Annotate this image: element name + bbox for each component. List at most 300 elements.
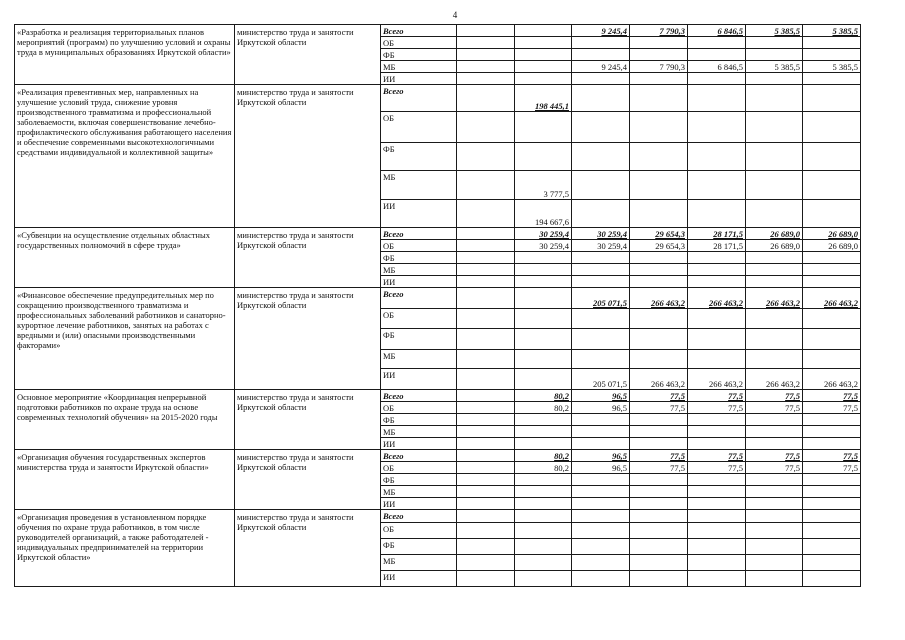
amount-cell: 30 259,4 — [572, 228, 630, 240]
amount-cell — [746, 309, 803, 329]
amount-cell — [515, 264, 572, 276]
amount-cell — [630, 474, 688, 486]
amount-cell — [746, 539, 803, 555]
amount-cell: 77,5 — [803, 450, 861, 462]
amount-cell — [803, 426, 861, 438]
amount-cell: 30 259,4 — [572, 240, 630, 252]
amount-cell — [746, 85, 803, 112]
table-row — [15, 450, 861, 462]
amount-cell — [457, 498, 515, 510]
amount-cell — [572, 571, 630, 587]
amount-cell — [457, 462, 515, 474]
amount-cell — [803, 143, 861, 171]
funding-source: ФБ — [381, 143, 457, 171]
amount-cell — [630, 329, 688, 350]
funding-source: ИИ — [381, 498, 457, 510]
amount-cell: 77,5 — [803, 462, 861, 474]
amount-cell — [457, 390, 515, 402]
funding-source: ОБ — [381, 309, 457, 329]
amount-cell: 28 171,5 — [688, 240, 746, 252]
amount-cell — [457, 240, 515, 252]
funding-source: ФБ — [381, 252, 457, 264]
amount-cell — [457, 426, 515, 438]
amount-cell — [515, 539, 572, 555]
table-row — [15, 85, 861, 112]
responsible-executor: министерство труда и занятости Иркутской области — [235, 288, 381, 390]
amount-cell: 194 667,6 — [515, 200, 572, 228]
amount-cell — [688, 171, 746, 200]
amount-cell: 96,5 — [572, 402, 630, 414]
amount-cell — [515, 143, 572, 171]
amount-cell — [803, 85, 861, 112]
funding-source: ИИ — [381, 200, 457, 228]
funding-source: Всего — [381, 390, 457, 402]
amount-cell — [688, 523, 746, 539]
measure-description: «Реализация превентивных мер, направленных на улучшение условий труда, снижение уровня производственного травматизма и профессиональной заболеваемости, включая совершенствование лечебно-профилактического обслуживания работающего населения и обеспечение современными высокотехнологичными средствами индивидуальной и коллективной защиты» — [15, 85, 235, 228]
amount-cell — [803, 276, 861, 288]
amount-cell: 80,2 — [515, 450, 572, 462]
amount-cell — [746, 252, 803, 264]
amount-cell — [515, 25, 572, 37]
amount-cell — [803, 73, 861, 85]
amount-cell — [688, 539, 746, 555]
amount-cell — [688, 426, 746, 438]
amount-cell — [688, 309, 746, 329]
amount-cell — [746, 73, 803, 85]
amount-cell: 80,2 — [515, 462, 572, 474]
amount-cell — [630, 555, 688, 571]
amount-cell — [457, 61, 515, 73]
amount-cell: 5 385,5 — [803, 61, 861, 73]
amount-cell — [630, 350, 688, 369]
funding-source: ФБ — [381, 329, 457, 350]
funding-source: ИИ — [381, 73, 457, 85]
amount-cell — [515, 414, 572, 426]
funding-source: МБ — [381, 264, 457, 276]
amount-cell — [572, 276, 630, 288]
amount-cell — [803, 264, 861, 276]
amount-cell — [515, 252, 572, 264]
amount-cell: 266 463,2 — [746, 288, 803, 309]
amount-cell — [688, 414, 746, 426]
amount-cell: 30 259,4 — [515, 228, 572, 240]
funding-source: ИИ — [381, 438, 457, 450]
amount-cell — [572, 200, 630, 228]
amount-cell — [630, 73, 688, 85]
amount-cell — [746, 523, 803, 539]
amount-cell: 77,5 — [688, 402, 746, 414]
measure-description: «Субвенции на осуществление отдельных областных государственных полномочий в сфере труда» — [15, 228, 235, 288]
funding-source: ОБ — [381, 37, 457, 49]
amount-cell — [457, 25, 515, 37]
amount-cell — [457, 228, 515, 240]
amount-cell — [457, 414, 515, 426]
amount-cell — [803, 486, 861, 498]
amount-cell — [746, 112, 803, 143]
amount-cell — [630, 426, 688, 438]
funding-source: ФБ — [381, 474, 457, 486]
amount-cell: 77,5 — [630, 462, 688, 474]
amount-cell — [515, 73, 572, 85]
amount-cell — [803, 571, 861, 587]
funding-source: Всего — [381, 450, 457, 462]
amount-cell — [746, 329, 803, 350]
amount-cell — [630, 523, 688, 539]
amount-cell — [457, 200, 515, 228]
funding-source: Всего — [381, 228, 457, 240]
amount-cell — [457, 329, 515, 350]
amount-cell: 7 790,3 — [630, 61, 688, 73]
amount-cell — [457, 49, 515, 61]
amount-cell — [803, 252, 861, 264]
amount-cell — [746, 438, 803, 450]
amount-cell — [572, 474, 630, 486]
amount-cell — [572, 171, 630, 200]
amount-cell — [572, 426, 630, 438]
amount-cell — [630, 264, 688, 276]
amount-cell — [457, 288, 515, 309]
amount-cell — [746, 276, 803, 288]
amount-cell: 198 445,1 — [515, 85, 572, 112]
table-row — [15, 510, 861, 523]
amount-cell — [457, 450, 515, 462]
amount-cell — [457, 510, 515, 523]
amount-cell — [688, 264, 746, 276]
table-row — [15, 288, 861, 309]
amount-cell — [630, 171, 688, 200]
funding-source: ОБ — [381, 523, 457, 539]
measure-description: «Организация проведения в установленном порядке обучения по охране труда работников, в том числе руководителей организаций, а также работодателей - индивидуальных предпринимателей на территории Иркутской области» — [15, 510, 235, 587]
amount-cell — [572, 329, 630, 350]
amount-cell — [572, 37, 630, 49]
amount-cell: 26 689,0 — [746, 228, 803, 240]
amount-cell — [803, 49, 861, 61]
amount-cell: 77,5 — [803, 402, 861, 414]
amount-cell — [803, 171, 861, 200]
amount-cell — [515, 288, 572, 309]
amount-cell — [457, 37, 515, 49]
amount-cell — [803, 414, 861, 426]
amount-cell — [803, 329, 861, 350]
responsible-executor: министерство труда и занятости Иркутской области — [235, 85, 381, 228]
amount-cell: 266 463,2 — [746, 369, 803, 390]
amount-cell: 77,5 — [803, 390, 861, 402]
amount-cell: 28 171,5 — [688, 228, 746, 240]
amount-cell — [515, 369, 572, 390]
amount-cell — [746, 350, 803, 369]
amount-cell: 205 071,5 — [572, 288, 630, 309]
funding-source: ИИ — [381, 369, 457, 390]
funding-source: ОБ — [381, 462, 457, 474]
funding-source: ИИ — [381, 276, 457, 288]
amount-cell: 9 245,4 — [572, 61, 630, 73]
amount-cell: 29 654,3 — [630, 228, 688, 240]
funding-source: ФБ — [381, 539, 457, 555]
amount-cell: 29 654,3 — [630, 240, 688, 252]
amount-cell — [515, 523, 572, 539]
amount-cell — [515, 49, 572, 61]
amount-cell — [630, 571, 688, 587]
amount-cell — [515, 474, 572, 486]
amount-cell — [572, 539, 630, 555]
measure-description: «Финансовое обеспечение предупредительных мер по сокращению производственного травматизма и профессиональных заболеваний работников и санаторно-курортное лечение работников, занятых на работах с вредными и (или) опасными производственными факторами» — [15, 288, 235, 390]
amount-cell — [457, 474, 515, 486]
funding-source: Всего — [381, 510, 457, 523]
amount-cell — [803, 539, 861, 555]
amount-cell — [688, 510, 746, 523]
amount-cell — [630, 37, 688, 49]
amount-cell — [688, 438, 746, 450]
amount-cell: 26 689,0 — [803, 240, 861, 252]
amount-cell — [688, 571, 746, 587]
amount-cell — [803, 474, 861, 486]
amount-cell — [803, 350, 861, 369]
amount-cell — [572, 510, 630, 523]
amount-cell — [572, 350, 630, 369]
amount-cell — [746, 498, 803, 510]
amount-cell: 96,5 — [572, 462, 630, 474]
amount-cell — [688, 498, 746, 510]
amount-cell — [803, 200, 861, 228]
amount-cell — [746, 571, 803, 587]
amount-cell: 5 385,5 — [746, 25, 803, 37]
amount-cell — [630, 276, 688, 288]
amount-cell — [457, 555, 515, 571]
table-body — [15, 25, 861, 587]
amount-cell — [803, 112, 861, 143]
amount-cell — [630, 486, 688, 498]
amount-cell — [457, 252, 515, 264]
funding-source: ОБ — [381, 402, 457, 414]
amount-cell — [457, 571, 515, 587]
amount-cell — [688, 200, 746, 228]
funding-source: МБ — [381, 426, 457, 438]
amount-cell — [688, 49, 746, 61]
amount-cell: 77,5 — [630, 402, 688, 414]
amount-cell: 77,5 — [746, 450, 803, 462]
amount-cell — [457, 523, 515, 539]
amount-cell — [572, 414, 630, 426]
amount-cell: 26 689,0 — [746, 240, 803, 252]
amount-cell — [803, 438, 861, 450]
amount-cell — [630, 143, 688, 171]
amount-cell — [457, 264, 515, 276]
amount-cell: 266 463,2 — [688, 369, 746, 390]
amount-cell — [746, 200, 803, 228]
amount-cell — [688, 555, 746, 571]
amount-cell — [803, 555, 861, 571]
responsible-executor: министерство труда и занятости Иркутской области — [235, 228, 381, 288]
amount-cell — [630, 85, 688, 112]
table-row — [15, 228, 861, 240]
amount-cell — [803, 309, 861, 329]
amount-cell: 77,5 — [688, 450, 746, 462]
funding-source: Всего — [381, 25, 457, 37]
table-row — [15, 390, 861, 402]
amount-cell — [746, 49, 803, 61]
amount-cell — [515, 112, 572, 143]
responsible-executor: министерство труда и занятости Иркутской области — [235, 390, 381, 450]
amount-cell: 5 385,5 — [746, 61, 803, 73]
funding-source: ОБ — [381, 240, 457, 252]
page-number: 4 — [452, 10, 458, 20]
amount-cell — [457, 402, 515, 414]
amount-cell: 77,5 — [746, 462, 803, 474]
amount-cell: 266 463,2 — [688, 288, 746, 309]
amount-cell: 6 846,5 — [688, 61, 746, 73]
funding-source: ИИ — [381, 571, 457, 587]
funding-source: Всего — [381, 85, 457, 112]
amount-cell: 30 259,4 — [515, 240, 572, 252]
amount-cell — [572, 498, 630, 510]
amount-cell — [457, 539, 515, 555]
amount-cell: 96,5 — [572, 450, 630, 462]
responsible-executor: министерство труда и занятости Иркутской области — [235, 450, 381, 510]
amount-cell — [803, 37, 861, 49]
amount-cell — [572, 143, 630, 171]
amount-cell: 266 463,2 — [803, 288, 861, 309]
funding-source: ФБ — [381, 49, 457, 61]
amount-cell — [457, 309, 515, 329]
amount-cell — [515, 555, 572, 571]
budget-table — [14, 24, 861, 587]
amount-cell — [515, 276, 572, 288]
amount-cell: 3 777,5 — [515, 171, 572, 200]
amount-cell — [746, 426, 803, 438]
amount-cell — [572, 309, 630, 329]
amount-cell — [746, 37, 803, 49]
amount-cell — [630, 112, 688, 143]
amount-cell — [457, 369, 515, 390]
amount-cell — [803, 498, 861, 510]
amount-cell: 80,2 — [515, 390, 572, 402]
amount-cell — [515, 329, 572, 350]
amount-cell — [688, 143, 746, 171]
amount-cell — [688, 112, 746, 143]
amount-cell — [572, 486, 630, 498]
amount-cell — [572, 112, 630, 143]
amount-cell — [572, 555, 630, 571]
amount-cell: 5 385,5 — [803, 25, 861, 37]
amount-cell: 26 689,0 — [803, 228, 861, 240]
amount-cell: 9 245,4 — [572, 25, 630, 37]
amount-cell — [515, 426, 572, 438]
amount-cell — [515, 438, 572, 450]
amount-cell — [515, 510, 572, 523]
amount-cell — [515, 61, 572, 73]
amount-cell — [688, 37, 746, 49]
measure-description: «Разработка и реализация территориальных планов мероприятий (программ) по улучшению условий и охраны труда в муниципальных образованиях Иркутской области» — [15, 25, 235, 85]
amount-cell — [457, 112, 515, 143]
amount-cell: 77,5 — [688, 390, 746, 402]
amount-cell: 80,2 — [515, 402, 572, 414]
amount-cell: 77,5 — [630, 450, 688, 462]
measure-description: Основное мероприятие «Координация непрерывной подготовки работников по охране труда на основе современных технологий обучения» на 2015-2020 годы — [15, 390, 235, 450]
amount-cell: 77,5 — [746, 402, 803, 414]
amount-cell — [630, 49, 688, 61]
amount-cell: 266 463,2 — [803, 369, 861, 390]
amount-cell — [515, 571, 572, 587]
amount-cell — [515, 486, 572, 498]
amount-cell — [746, 510, 803, 523]
amount-cell — [688, 329, 746, 350]
amount-cell — [746, 264, 803, 276]
amount-cell: 77,5 — [746, 390, 803, 402]
amount-cell — [572, 49, 630, 61]
amount-cell — [572, 73, 630, 85]
amount-cell: 96,5 — [572, 390, 630, 402]
amount-cell — [688, 73, 746, 85]
funding-source: МБ — [381, 171, 457, 200]
amount-cell — [630, 438, 688, 450]
amount-cell — [688, 252, 746, 264]
amount-cell — [688, 276, 746, 288]
amount-cell — [457, 350, 515, 369]
amount-cell — [457, 73, 515, 85]
amount-cell — [630, 414, 688, 426]
funding-source: ОБ — [381, 112, 457, 143]
funding-source: МБ — [381, 555, 457, 571]
amount-cell — [457, 143, 515, 171]
amount-cell — [746, 171, 803, 200]
amount-cell: 205 071,5 — [572, 369, 630, 390]
amount-cell — [515, 309, 572, 329]
amount-cell — [688, 85, 746, 112]
funding-source: МБ — [381, 350, 457, 369]
amount-cell — [746, 414, 803, 426]
amount-cell — [630, 252, 688, 264]
amount-cell: 77,5 — [630, 390, 688, 402]
amount-cell — [630, 510, 688, 523]
funding-source: МБ — [381, 61, 457, 73]
amount-cell — [572, 438, 630, 450]
amount-cell — [746, 555, 803, 571]
amount-cell — [457, 276, 515, 288]
amount-cell — [803, 510, 861, 523]
funding-source: МБ — [381, 486, 457, 498]
amount-cell — [688, 350, 746, 369]
amount-cell — [457, 171, 515, 200]
measure-description: «Организация обучения государственных экспертов министерства труда и занятости Иркутской области» — [15, 450, 235, 510]
amount-cell — [515, 37, 572, 49]
amount-cell — [457, 85, 515, 112]
amount-cell — [746, 143, 803, 171]
amount-cell — [515, 350, 572, 369]
amount-cell: 7 790,3 — [630, 25, 688, 37]
amount-cell — [803, 523, 861, 539]
amount-cell: 6 846,5 — [688, 25, 746, 37]
amount-cell — [630, 309, 688, 329]
amount-cell: 266 463,2 — [630, 369, 688, 390]
amount-cell — [572, 252, 630, 264]
amount-cell — [515, 498, 572, 510]
funding-source: Всего — [381, 288, 457, 309]
amount-cell: 77,5 — [688, 462, 746, 474]
amount-cell: 266 463,2 — [630, 288, 688, 309]
responsible-executor: министерство труда и занятости Иркутской области — [235, 25, 381, 85]
amount-cell — [630, 200, 688, 228]
amount-cell — [457, 438, 515, 450]
table-row — [15, 25, 861, 37]
amount-cell — [630, 539, 688, 555]
responsible-executor: министерство труда и занятости Иркутской области — [235, 510, 381, 587]
amount-cell — [630, 498, 688, 510]
amount-cell — [572, 264, 630, 276]
amount-cell — [572, 523, 630, 539]
amount-cell — [457, 486, 515, 498]
amount-cell — [688, 474, 746, 486]
amount-cell — [746, 486, 803, 498]
